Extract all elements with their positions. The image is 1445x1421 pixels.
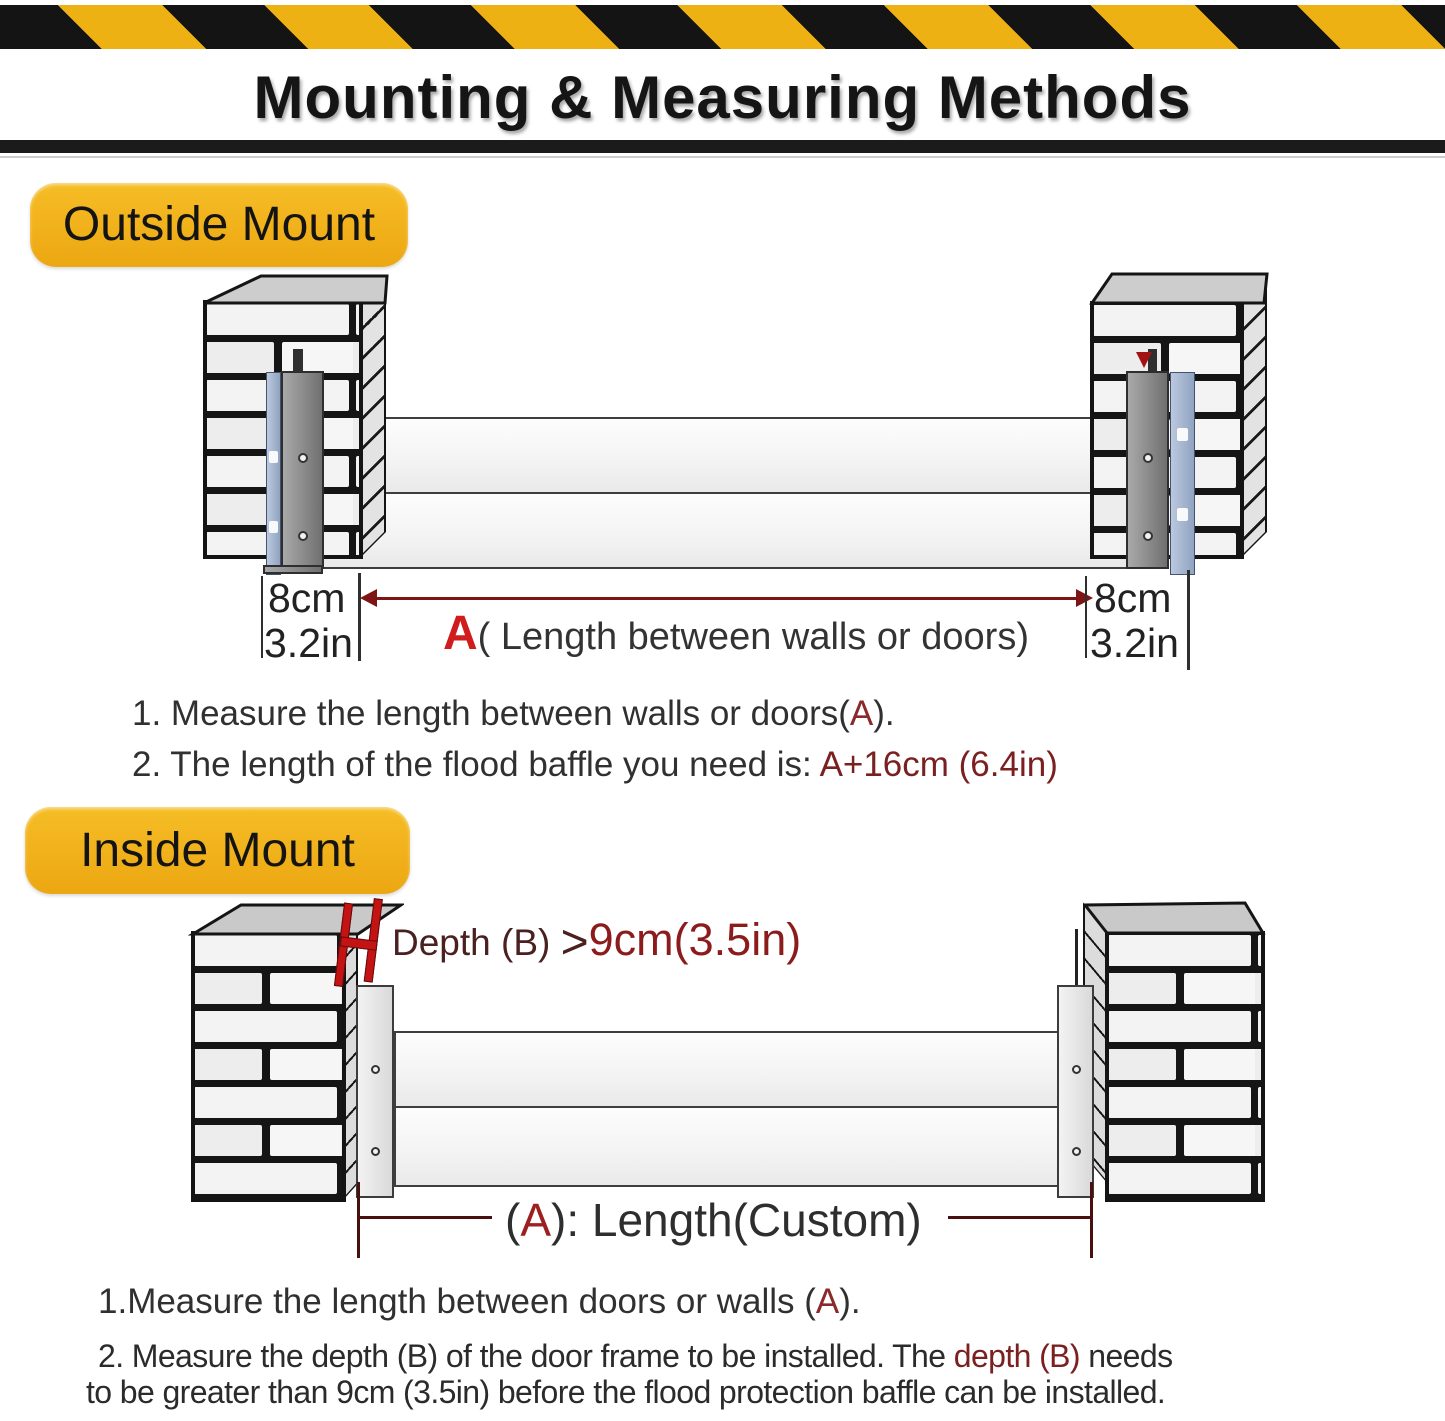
screw-hole <box>371 1147 380 1156</box>
brick-pillar-front <box>1105 931 1265 1202</box>
step-text: 1. Measure the length between walls or doors( <box>132 694 850 733</box>
depth-annotation <box>392 914 801 970</box>
dimension-label-length <box>505 1193 922 1247</box>
step-highlight-depth: depth (B) <box>953 1338 1080 1374</box>
flood-barrier-panel <box>394 1106 1061 1187</box>
screw-hole <box>1072 1147 1081 1156</box>
flood-barrier-panel <box>322 492 1134 569</box>
flood-barrier-panel <box>322 417 1134 494</box>
arrow-head-icon <box>360 589 377 607</box>
greater-than-sign: > <box>560 916 589 969</box>
dimension-letter-a: A <box>443 607 478 660</box>
dimension-label-a <box>443 606 1029 661</box>
step-highlight-a: A <box>849 694 874 733</box>
dimension-line <box>948 1216 1090 1219</box>
inside-step-2-line-2: to be greater than 9cm (3.5in) before the flood protection baffle can be installed. <box>86 1374 1166 1410</box>
title-divider-line <box>0 156 1445 158</box>
screw-hole <box>298 453 308 463</box>
dimension-line <box>360 1216 492 1219</box>
hazard-stripe-band <box>0 5 1445 49</box>
flood-barrier-panel <box>394 1031 1061 1108</box>
step-text: 2. The length of the flood baffle you need is: <box>132 745 820 784</box>
channel-bracket <box>1126 371 1169 569</box>
anchor-pin-line <box>1075 929 1078 987</box>
step-highlight-a: A <box>815 1282 840 1321</box>
inside-step-2-line-1 <box>98 1338 1172 1375</box>
offset-right-cm: 8cm <box>1094 575 1172 621</box>
step-text: 2. Measure the depth (B) of the door frame to be installed. The <box>98 1338 954 1374</box>
screw-hole <box>1143 531 1153 541</box>
screw-hole <box>371 1065 380 1074</box>
pillar-cap <box>1083 897 1267 935</box>
seal-highlight <box>1177 508 1188 521</box>
channel-bracket <box>356 985 394 1198</box>
outside-mount-badge: Outside Mount <box>30 183 408 267</box>
step-text: ). <box>873 694 895 733</box>
dimension-tick <box>1187 570 1190 670</box>
dimension-letter-a: A <box>520 1194 552 1246</box>
brick-pillar-front <box>191 931 346 1202</box>
dimension-arrow-line <box>372 597 1076 600</box>
brick-pillar-side <box>1242 276 1267 557</box>
outside-step-2 <box>132 745 1058 785</box>
screw-hole <box>1072 1065 1081 1074</box>
dimension-tick <box>357 1182 360 1258</box>
page-title: Mounting & Measuring Methods <box>253 64 1192 131</box>
seal-strip <box>1170 372 1195 575</box>
pillar-cap <box>198 272 390 305</box>
screw-hole <box>298 531 308 541</box>
step-text: 1.Measure the length between doors or walls ( <box>98 1282 816 1321</box>
depth-value: 9cm(3.5in) <box>588 914 802 965</box>
seal-highlight <box>1177 428 1188 441</box>
inside-mount-badge: Inside Mount <box>25 807 410 894</box>
offset-left-cm: 8cm <box>268 575 346 621</box>
dimension-tick <box>358 573 361 661</box>
seal-highlight <box>269 521 278 533</box>
offset-left-in: 3.2in <box>264 620 353 666</box>
inside-step-1 <box>98 1282 861 1322</box>
step-formula: A+16cm (6.4in) <box>819 745 1058 784</box>
seal-strip <box>266 372 281 575</box>
dimension-tick <box>1085 576 1087 658</box>
brick-pillar-side <box>361 275 386 557</box>
dimension-label-text: ( Length between walls or doors) <box>477 616 1029 658</box>
dimension-tick <box>1090 1182 1093 1258</box>
outside-step-1 <box>132 694 895 734</box>
step-text: ). <box>839 1282 861 1321</box>
dimension-tick <box>261 576 263 658</box>
channel-bracket <box>281 371 324 569</box>
bracket-flange <box>263 565 323 574</box>
red-marker-arrow <box>1136 352 1152 368</box>
screw-hole <box>1143 453 1153 463</box>
depth-label: Depth (B) <box>392 922 561 963</box>
dimension-label-text: ): Length(Custom) <box>551 1194 922 1246</box>
offset-right-in: 3.2in <box>1090 620 1179 666</box>
seal-highlight <box>269 451 278 463</box>
paren: ( <box>505 1194 521 1246</box>
title-divider-bar <box>0 140 1445 153</box>
pillar-cap <box>1088 270 1270 305</box>
step-text: needs <box>1079 1338 1173 1374</box>
channel-bracket <box>1057 985 1094 1198</box>
